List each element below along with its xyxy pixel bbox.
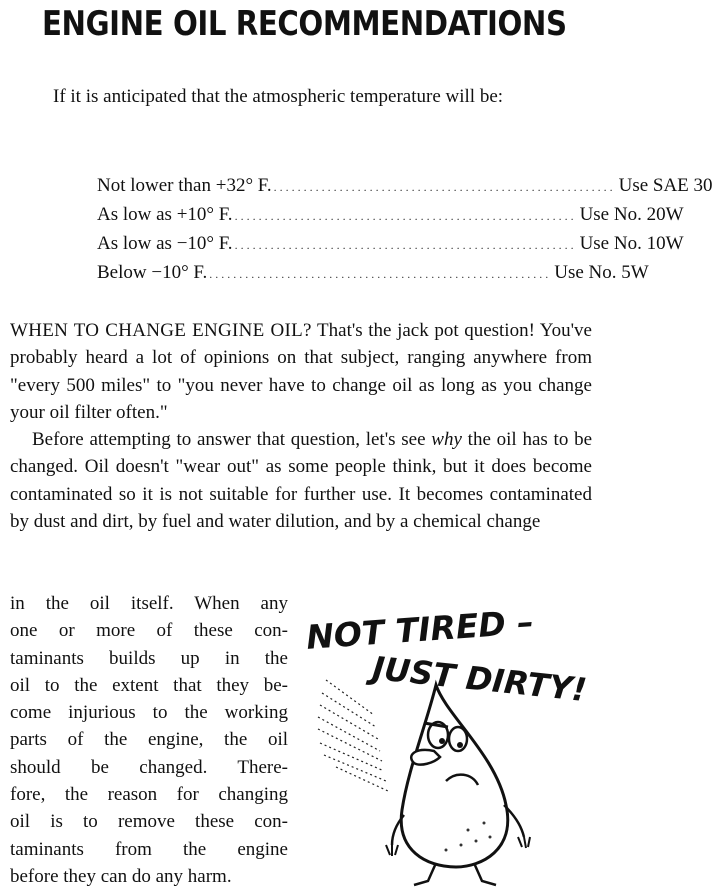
oil-grade: Use No. 10W	[579, 233, 684, 254]
oil-grade: Use SAE 30	[618, 175, 713, 196]
illustration-caption-line1: NOT TIRED –	[304, 602, 535, 657]
leader-dots: .........................................................	[273, 180, 616, 194]
oil-grade: Use No. 5W	[554, 262, 649, 283]
text-line: before they can do any harm.	[10, 865, 232, 887]
temperature-condition: Not lower than +32° F.	[97, 175, 272, 196]
right-eye	[449, 727, 467, 751]
motion-lines	[318, 680, 388, 791]
text-line: parts of the engine, the oil	[10, 729, 288, 751]
paragraph-when-to-change	[10, 317, 592, 426]
table-row	[97, 258, 649, 287]
paragraph-text: That's the jack pot question! You've probably heard a lot of opinions on that subject, ranging anywhere from "every 500 miles" to "you never have to change oil as long as you change your oil filter often."	[10, 320, 592, 423]
temperature-condition: As low as +10° F.	[97, 204, 233, 225]
text-line: taminants from the engine	[10, 838, 288, 860]
body-text	[10, 317, 592, 535]
table-row	[97, 229, 684, 258]
text-line: one or more of these con-	[10, 620, 288, 642]
leader-dots: .........................................................	[209, 267, 552, 281]
illustration-caption-line2: JUST DIRTY!	[370, 648, 589, 710]
oil-grade: Use No. 20W	[579, 204, 684, 225]
text-line: fore, the reason for changing	[10, 784, 288, 806]
table-row	[97, 171, 713, 200]
paragraph-text-before: Before attempting to answer that question, let's see	[32, 429, 426, 451]
intro-text: If it is anticipated that the atmospheric temperature will be:	[53, 86, 504, 107]
paragraph-why-change	[10, 426, 592, 535]
text-line: should be changed. There-	[10, 756, 288, 778]
text-line: come injurious to the working	[10, 702, 288, 724]
leader-dots: .........................................................	[234, 209, 577, 223]
leader-dots: .........................................................	[234, 238, 577, 252]
temperature-condition: Below −10° F.	[97, 262, 208, 283]
text-line: oil to the extent that they be-	[10, 674, 288, 696]
table-row	[97, 200, 684, 229]
text-line: in the oil itself. When any	[10, 593, 288, 614]
page-title: ENGINE OIL RECOMMENDATIONS	[42, 4, 567, 44]
text-line: oil is to remove these con-	[10, 811, 288, 833]
narrow-column-text	[10, 590, 288, 890]
temperature-condition: As low as −10° F.	[97, 233, 233, 254]
oil-recommendation-table	[97, 171, 713, 287]
paragraph-emphasis: why	[431, 429, 462, 451]
text-line: taminants builds up in the	[10, 647, 288, 669]
paragraph-text-after: the oil has to be changed. Oil doesn't "wear out" as some people think, but it does become contaminated so it is not suitable for further use. It becomes contaminated by dust and dirt, by fuel and water dilution, and by a chemical change	[10, 429, 593, 533]
paragraph-lead: WHEN TO CHANGE ENGINE OIL?	[10, 320, 312, 341]
